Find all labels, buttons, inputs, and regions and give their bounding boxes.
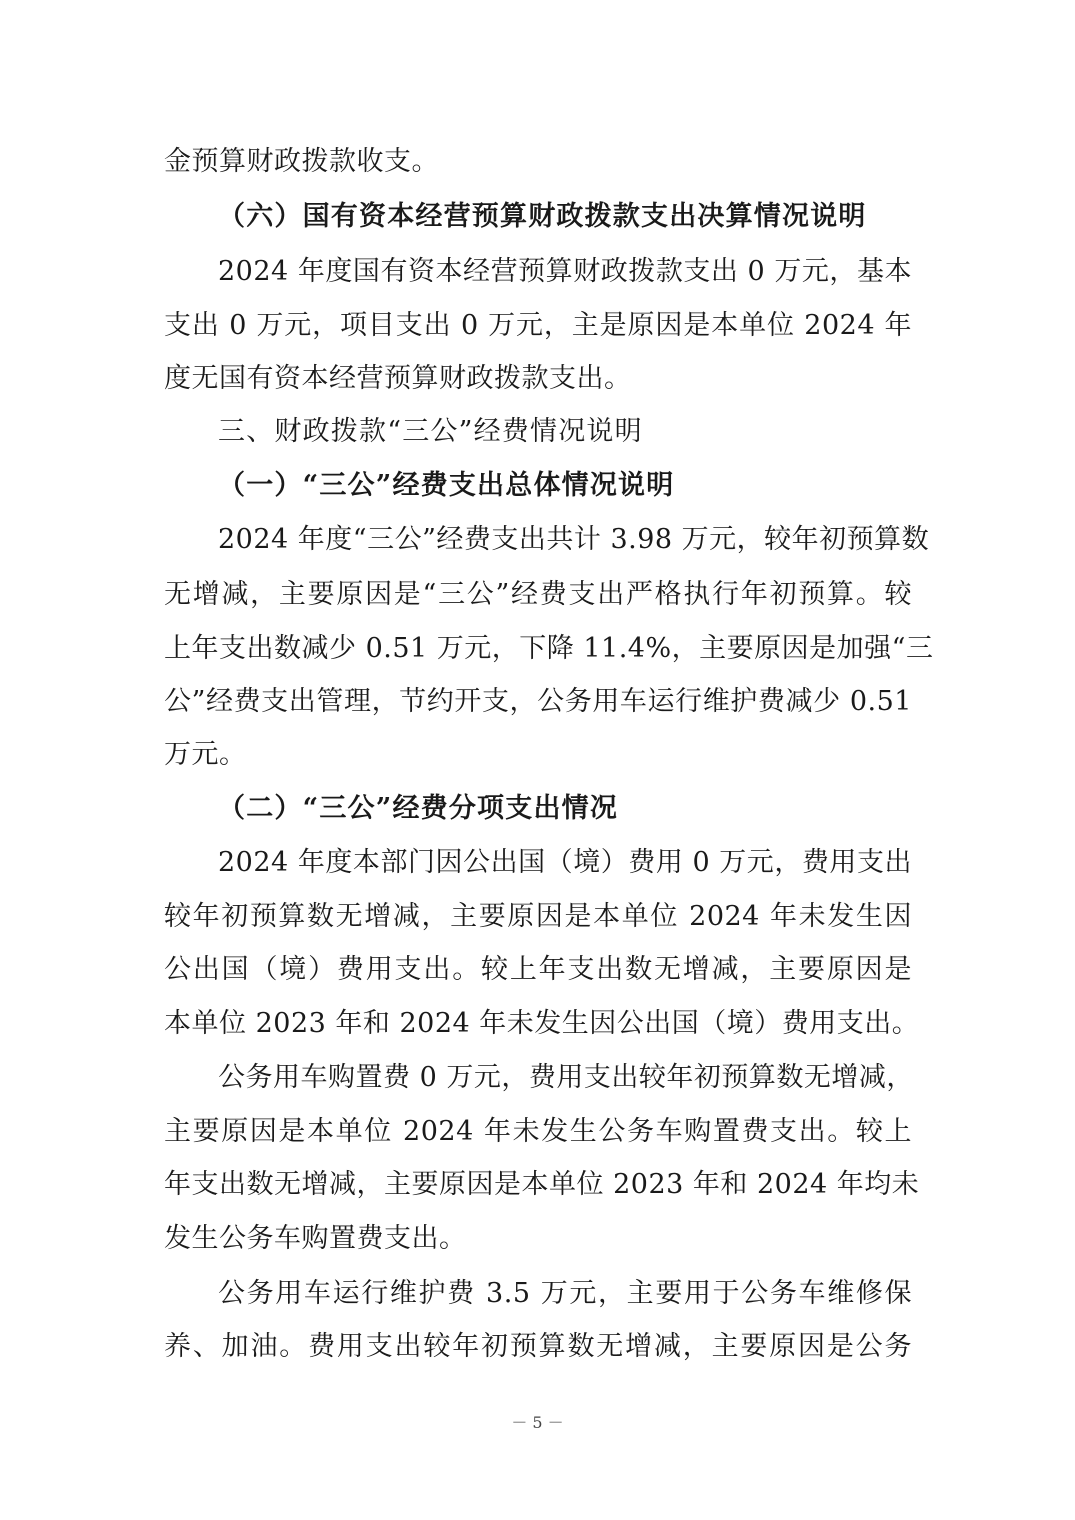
text-line: 年支出数无增减，主要原因是本单位 2023 年和 2024 年均未 <box>164 1169 920 1200</box>
text-line: 2024 年度“三公”经费支出共计 3.98 万元，较年初预算数 <box>218 524 930 555</box>
section-heading: （一）“三公”经费支出总体情况说明 <box>218 470 675 501</box>
text-line: 主要原因是本单位 2024 年未发生公务车购置费支出。较上 <box>164 1116 912 1147</box>
text-line: 无增减，主要原因是“三公”经费支出严格执行年初预算。较 <box>164 579 912 610</box>
text-line: 度无国有资本经营预算财政拨款支出。 <box>164 363 632 394</box>
text-line: 2024 年度本部门因公出国（境）费用 0 万元，费用支出 <box>218 847 912 878</box>
chapter-heading: 三、财政拨款“三公”经费情况说明 <box>218 416 643 447</box>
text-line: 2024 年度国有资本经营预算财政拨款支出 0 万元，基本 <box>218 256 912 287</box>
text-line: 公务用车运行维护费 3.5 万元，主要用于公务车维修保 <box>218 1278 912 1309</box>
text-line: 万元。 <box>164 739 247 770</box>
text-line: 公出国（境）费用支出。较上年支出数无增减，主要原因是 <box>164 954 912 985</box>
page-number: － 5 － <box>511 1413 564 1432</box>
text-line: 较年初预算数无增减，主要原因是本单位 2024 年未发生因 <box>164 901 912 932</box>
text-line: 发生公务车购置费支出。 <box>164 1223 467 1254</box>
section-heading: （六）国有资本经营预算财政拨款支出决算情况说明 <box>218 201 867 232</box>
text-line: 公”经费支出管理，节约开支，公务用车运行维护费减少 0.51 <box>164 686 912 717</box>
text-line: 支出 0 万元，项目支出 0 万元，主是原因是本单位 2024 年 <box>164 310 912 341</box>
section-heading: （二）“三公”经费分项支出情况 <box>218 793 619 824</box>
text-line: 金预算财政拨款收支。 <box>164 146 439 177</box>
text-line: 本单位 2023 年和 2024 年未发生因公出国（境）费用支出。 <box>164 1008 920 1039</box>
text-line: 上年支出数减少 0.51 万元，下降 11.4%，主要原因是加强“三 <box>164 633 934 664</box>
text-line: 公务用车购置费 0 万元，费用支出较年初预算数无增减， <box>218 1062 914 1093</box>
text-line: 养、加油。费用支出较年初预算数无增减，主要原因是公务 <box>164 1331 912 1362</box>
